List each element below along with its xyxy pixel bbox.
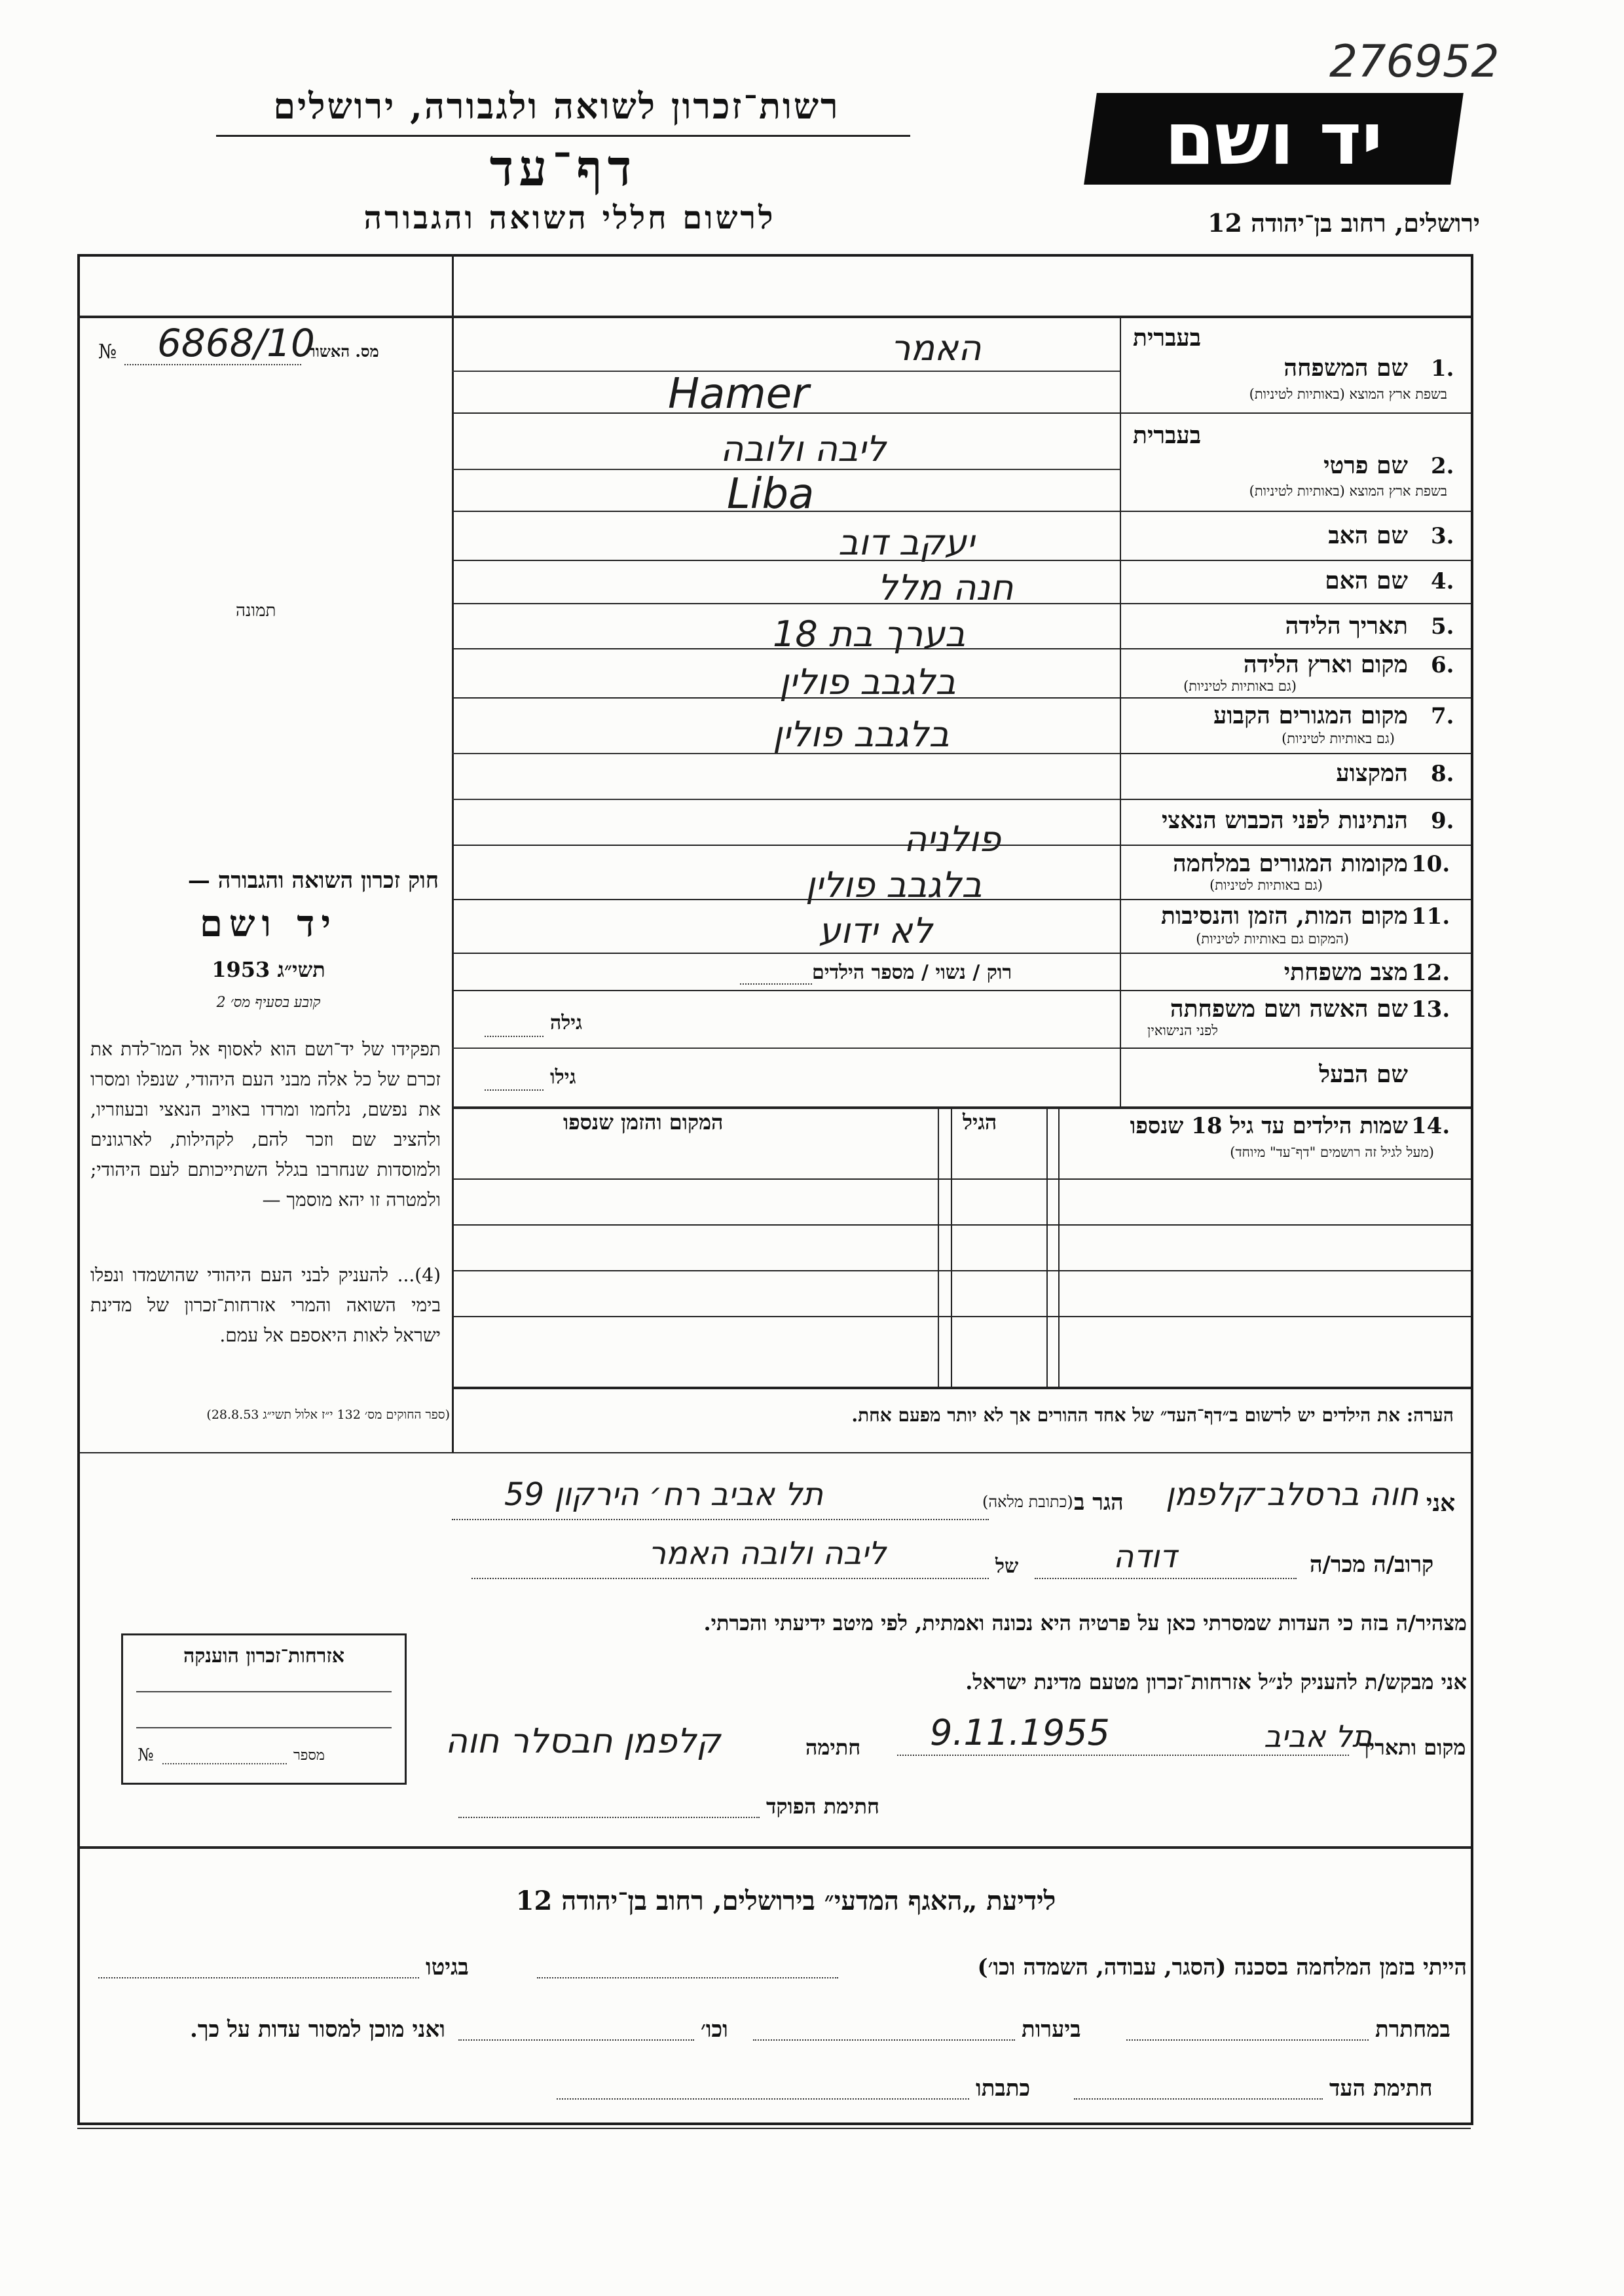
field-13-husband-bottom [452, 1106, 1471, 1109]
field-1-sub: בשפת ארץ המוצא (באותיות לטיניות) [1249, 386, 1447, 402]
field-2-latin-value: Liba [727, 470, 815, 519]
citizenship-number-label: מספר [293, 1747, 325, 1764]
left-column-divider [452, 254, 454, 1452]
address-hint: (כתובת מלאה) [982, 1493, 1073, 1511]
children-header-rule [452, 1178, 1471, 1180]
children-row-3 [452, 1316, 1471, 1317]
field-13-number: 13. [1411, 996, 1450, 1023]
footer-ghetto: בגיטו [426, 1954, 469, 1980]
field-7-line [452, 753, 1120, 754]
citizenship-num-sign: № [138, 1745, 154, 1765]
field-8-number: 8. [1431, 761, 1454, 787]
field-7-bottom [1120, 753, 1471, 754]
field-13-label: שם האשה ושם משפחתה [1170, 995, 1408, 1023]
family-status-options: רוק / נשוי / מספר הילדים [812, 961, 1012, 984]
field-14-label: שמות הילדים עד גיל 18 שנספו [1130, 1113, 1408, 1139]
relative-label: קרוב/ה מכר/ה [1310, 1552, 1434, 1578]
approval-number-value: 6868/10 [157, 321, 315, 365]
children-table-bottom [452, 1387, 1471, 1389]
field-2-value: ליבה ולובה [720, 428, 887, 469]
place-date-label: מקום ותאריך [1359, 1735, 1466, 1760]
approval-label: מס. האשור [308, 342, 379, 361]
children-row-1 [452, 1224, 1471, 1226]
field-10-bottom [452, 899, 1471, 900]
field-11-label: מקום המות, הזמן והנסיבות [1161, 902, 1408, 930]
footer-title: לידיעת „האגף המדעי״ בירושלים, רחוב בן־יהודה 12 [515, 1886, 1056, 1916]
children-col-place: המקום והזמן שנספו [563, 1110, 724, 1135]
field-4-value: חנה מלל [877, 567, 1014, 608]
footer-witness-signature: חתימת העד [1329, 2075, 1433, 2102]
field-11-value: לא ידוע [819, 910, 933, 951]
footer-ghetto-dotted [98, 1977, 419, 1978]
authority-name: רשות־זכרון לשואה ולגבורה, ירושלים [273, 85, 840, 127]
field-2-sub: בשפת ארץ המוצא (באותיות לטיניות) [1249, 483, 1447, 499]
footer-war-dotted [537, 1977, 838, 1978]
logo-text: יד ושם [1164, 97, 1383, 181]
yad-vashem-logo [1084, 93, 1464, 185]
wife-age-dotted [485, 1036, 544, 1037]
husband-age-label: גילו [550, 1066, 576, 1089]
declarant-label: אני [1426, 1489, 1456, 1517]
header-rule [216, 135, 910, 137]
field-3-label: שם האב [1328, 522, 1408, 549]
husband-label: שם הבעל [1319, 1061, 1408, 1088]
footer-willing: ואני מוכן למסור עדות על כך. [190, 2016, 445, 2043]
field-3-number: 3. [1431, 523, 1454, 549]
field-4-bottom [452, 603, 1471, 604]
field-7-sub: (גם באותיות לטיניות) [1282, 731, 1395, 746]
field-9-label: הנתינות לפני הכבוש הנאצי [1161, 807, 1408, 834]
field-13-sub: לפני הנישואין [1147, 1023, 1218, 1038]
field-5-bottom [452, 648, 1471, 649]
husband-age-dotted [485, 1089, 544, 1091]
note-text: הערה: את הילדים יש לרשום ב״דף־העד״ של אחד ההורים אך לא יותר מפעם אחת. [851, 1404, 1454, 1426]
law-name: יד ושם [199, 902, 338, 945]
statement-request: אני מבקש/ת להעניק לנ״ל אזרחות־זכרון מטעם מדינת ישראל. [965, 1669, 1467, 1694]
field-11-number: 11. [1411, 903, 1450, 930]
field-10-number: 10. [1411, 851, 1450, 877]
footer-underground-dotted [1126, 2039, 1369, 2041]
field-13-bottom [1120, 1048, 1471, 1049]
field-7-label: מקום המגורים הקבוע [1213, 702, 1408, 729]
footer-witness-dotted [1074, 2098, 1323, 2100]
field-6-sub: (גם באותיות לטיניות) [1183, 678, 1297, 694]
law-year: תשי״ג 1953 [212, 957, 325, 982]
field-5-number: 5. [1431, 613, 1454, 640]
statement-accuracy: מצהיר/ה בזה כי העדות שמסרתי כאן על פרטיה היא נכונה ואמתית, לפי מיטב ידיעתי והכרתי. [703, 1611, 1467, 1635]
archive-stamp-number: 276952 [1329, 36, 1500, 88]
field-7-number: 7. [1431, 703, 1454, 729]
field-5-value: בערך בת 18 [773, 613, 966, 655]
officer-signature-label: חתימת הפוקד [766, 1794, 879, 1819]
field-1-label: שם המשפחה [1283, 354, 1408, 382]
declarant-address: תל אביב רח׳ הירקון 59 [504, 1476, 824, 1513]
field-12-number: 12. [1411, 960, 1450, 986]
place-value: תל אביב [1264, 1719, 1373, 1754]
field-14-sub: (מעל לגיל זה רושמים "דף־עד" מיוחד) [1230, 1144, 1434, 1160]
children-col-divider-1 [938, 1106, 939, 1388]
citizenship-line-2 [136, 1727, 392, 1728]
frame-bottom-double [77, 2128, 1471, 2129]
of-dotted [471, 1578, 989, 1579]
field-4-number: 4. [1431, 568, 1454, 594]
footer-address: כתבתו [976, 2075, 1031, 2102]
footer-etc-dotted [458, 2039, 694, 2041]
children-col-divider-4 [1058, 1106, 1060, 1388]
field-8-label: המקצוע [1336, 759, 1408, 787]
law-paragraph-1: תפקידו של יד־ושם הוא לאסוף אל המו־לדת את זכרם של כל אלה מבני העם היהודי, שנפלו ומסרו את נפשם, נלחמו ומרדו באויב הנאצי ובעוזריו, ולהציב שם וזכר להם, לקהילות, לארגונים ולמוסדות שנחרבו בגלל השתייכותם לעם היהודי; ולמטרה זו יהא מוסמך — [90, 1038, 441, 1211]
field-2-bottom [452, 511, 1471, 512]
signature-value: קלפמן חבסלר חוה [445, 1722, 721, 1761]
relation-dotted [1035, 1578, 1297, 1579]
field-6-label: מקום וארץ הלידה [1243, 651, 1408, 678]
citizenship-box-title: אזרחות־זכרון הוענקה [183, 1645, 345, 1667]
field-11-bottom [452, 953, 1471, 954]
field-1-value: האמר [891, 327, 982, 369]
field-9-value: פולניה [904, 818, 1001, 860]
citizenship-box [121, 1633, 407, 1785]
field-1-lang: בעברית [1133, 324, 1202, 352]
field-2-lang: בעברית [1133, 422, 1202, 449]
form-title: דף־עד [489, 139, 637, 197]
footer-etc: וכו׳ [701, 2016, 728, 2043]
law-source: (ספר החוקים מס׳ 132 י״ז אלול תשי״ג 28.8.53) [206, 1408, 450, 1422]
field-2-number: 2. [1431, 453, 1454, 479]
footer-forests: ביערות [1022, 2016, 1081, 2043]
field-10-label: מקומות המגורים במלחמה [1173, 850, 1408, 877]
officer-dotted [458, 1817, 760, 1818]
citizenship-number-dotted [162, 1763, 287, 1764]
field-1-number: 1. [1431, 355, 1454, 382]
children-row-2 [452, 1270, 1471, 1271]
field-3-bottom [452, 560, 1471, 561]
label-column-divider [1120, 316, 1121, 1106]
approval-num-sign: № [98, 340, 117, 363]
footer-address-dotted [557, 2098, 969, 2100]
field-6-bottom [452, 697, 1471, 699]
field-2-label: שם פרטי [1323, 452, 1408, 479]
field-10-value: בלגבב פולין [805, 864, 982, 905]
field-10-sub: (גם באותיות לטיניות) [1209, 877, 1323, 893]
of-label: של [995, 1555, 1019, 1578]
address-dotted [452, 1519, 989, 1520]
children-col-divider-3 [1046, 1106, 1048, 1388]
photo-placeholder-label: תמונה [236, 601, 276, 621]
wife-age-label: גילה [550, 1011, 583, 1034]
field-11-sub: (המקום גם באותיות לטיניות) [1196, 931, 1349, 947]
field-12-bottom [452, 990, 1471, 991]
field-9-number: 9. [1431, 808, 1454, 834]
law-title: חוק זכרון השואה והגבורה — [187, 867, 439, 894]
date-value: 9.11.1955 [930, 1712, 1110, 1753]
declaration-bottom [77, 1846, 1471, 1849]
field-6-number: 6. [1431, 652, 1454, 678]
relation-value: דודה [1113, 1539, 1177, 1575]
field-8-line [452, 799, 1120, 800]
field-5-label: תאריך הלידה [1285, 612, 1408, 640]
field-12-dotted [740, 983, 812, 985]
declarant-name: חוה ברסלב־קלפמן [1166, 1476, 1419, 1513]
law-paragraph-2: (4)... להעניק לבני העם היהודי שהושמדו ונפלו בימי השואה והמרי אזרחות־זכרון של מדינת ישראל לאות היאספם אל עמם. [90, 1264, 441, 1346]
note-bottom [77, 1452, 1471, 1453]
of-value: ליבה ולובה האמר [648, 1535, 887, 1572]
law-clause: קובע בסעיף מס׳ 2 [216, 994, 321, 1011]
children-col-divider-2 [951, 1106, 952, 1388]
footer-war-danger: הייתי בזמן המלחמה בסכנה (הסגר, עבודה, השמדה וכו׳) [977, 1954, 1467, 1980]
field-9-bottom [452, 845, 1471, 846]
form-subtitle: לרשום חללי השואה והגבורה [363, 200, 776, 236]
citizenship-line-1 [136, 1691, 392, 1692]
place-date-dotted [897, 1755, 1349, 1756]
field-12-label: מצב משפחתי [1283, 958, 1408, 986]
approval-dotted-line [124, 364, 301, 365]
signature-label: חתימה [805, 1735, 861, 1760]
field-1-latin-value: Hamer [668, 370, 809, 418]
footer-forests-dotted [753, 2039, 1015, 2041]
field-13-line [452, 1048, 1120, 1049]
residing-label: הגר ב [1074, 1489, 1124, 1516]
field-4-label: שם האם [1325, 567, 1408, 594]
field-3-value: יעקב דוב [838, 522, 974, 563]
field-1-bottom [452, 412, 1471, 414]
field-8-bottom [1120, 799, 1471, 800]
field-6-value: בלגבב פולין [779, 661, 956, 702]
yad-vashem-address: ירושלים, רחוב בן־יהודה 12 [1208, 208, 1480, 238]
field-7-value: בלגבב פולין [773, 714, 950, 755]
footer-underground: במחתרת [1375, 2016, 1450, 2043]
top-band-rule [77, 316, 1471, 318]
children-col-age: הגיל [963, 1110, 997, 1135]
field-14-number: 14. [1411, 1113, 1450, 1139]
